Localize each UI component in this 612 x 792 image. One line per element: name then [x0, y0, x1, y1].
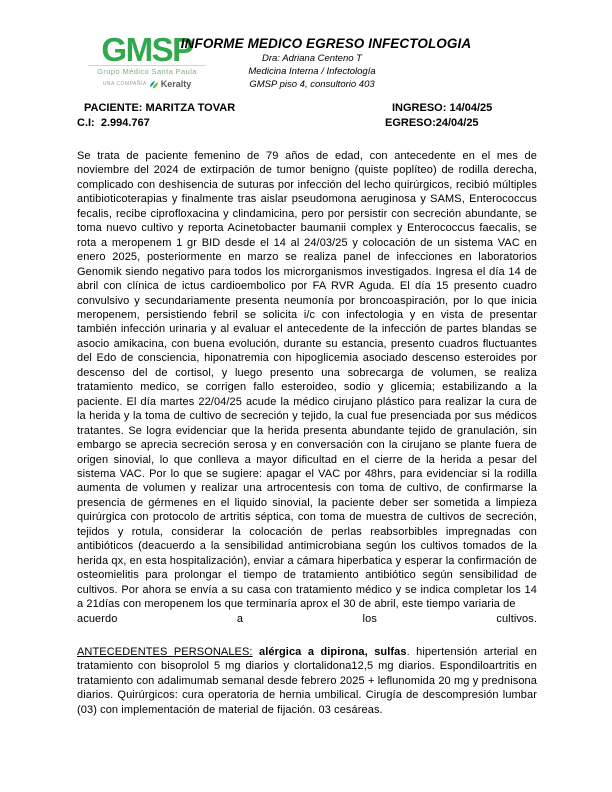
report-title: INFORME MEDICO EGRESO INFECTOLOGIA — [180, 36, 472, 51]
office-location: GMSP piso 4, consultorio 403 — [249, 79, 375, 90]
report-header — [150, 36, 474, 91]
patient-row-1 — [77, 101, 537, 116]
company-name-label: Keralty — [160, 79, 192, 89]
patient-name: PACIENTE: MARITZA TOVAR — [84, 102, 236, 114]
logo-acronym: GMSP — [101, 31, 193, 68]
doctor-name: Dra: Adriana Centeno T — [262, 53, 362, 64]
report-body — [77, 149, 537, 717]
admission-date: INGRESO: 14/04/25 — [392, 102, 493, 114]
clinical-summary: Se trata de paciente femenino de 79 años de edad, con antecedente en el mes de noviembre del 2024 de extirpación de tumor benigno (quiste poplíteo) de rodilla derecha, complicado con deshisencia de suturas por infección del lecho quirúrgicos, recibió múltiples antibioticoterapias y finalmente tras aislar pseudomona aeruginosa y SAMS, Enterococcus fecalis, recibe ciprofloxacina y clindamicina, pero por persistir con secreción abundante, se toma nuevo cultivo y reporta Acinetobacter baumanii complex y Enterococcus faecalis, se rota a meropenem 1 gr BID desde el 14 al 24/03/25 y colocación de un sistema VAC en enero 2025, posteriormente en marzo se realiza panel de infecciones en laboratorios Genomik siendo negativo para todos los microrganismos investigados. Ingresa el día 14 de abril con clínica de ictus cardioembolico por FA RVR Aguda. El día 15 presento cuadro convulsivo y secundariamente presenta neumonía por broncoaspiración, por lo que inicia meropenem, persistiendo febril se solicita i/c con infectologia y en vista de presentar también infección urinaria y al evaluar el antecedente de la infección de partes blandas se asocio amikacina, con buena evolución, durante su estancia, presento cuadros fluctuantes del Edo de consciencia, hiponatremia con hipoglicemia asociado descenso esteroides por descenso del de cortisol, y luego presento una sobrecarga de volumen, se realiza tratamiento medico, se corrigen fallo esteroideo, sodio y glicemia; estabilizando a la paciente. El día martes 22/04/25 acude la médico cirujano plástico para realizar la cura de la herida y la toma de cultivo de secreción y tejido, la cual fue presenciada por sus médicos tratantes. Se logra evidenciar que la herida presenta abundante tejido de granulación, sin embargo se aprecia secreción serosa y en conversación con la cirujano se plante fuera de origen sinovial, lo que conlleva a mayor dificultad en el cierre de la herida a pesar del sistema VAC. Por lo que se sugiere: apagar el VAC por 48hrs, para evidenciar si la rodilla aumenta de volumen y realizar una artrocentesis con toma de cultivo, de confirmarse la presencia de gérmenes en el liquido sinovial, la paciente deber ser sometida a limpieza quirúrgica con protocolo de artritis séptica, con toma de muestra de cultivos de secreción, tejidos y rotula, considerar la colocación de perlas reabsorbibles impregnadas con antibióticos (deacuerdo a la sensibilidad antimicrobiana según los cultivos tomados de la herida qx, en esta hospitalización), enviar a cámara hiperbatica y esperar la confirmación de osteomielitis para prolongar el tiempo de tratamiento antibiótico según sensibilidad de cultivos. Por ahora se envía a su casa con tratamiento médico y se indica completar los 14 a 21días con meropenem los que terminaría aprox el 30 de abril, este tiempo variaria de — [77, 150, 537, 611]
antecedentes-section — [77, 645, 537, 717]
discharge-date: EGRESO:24/04/25 — [385, 117, 479, 129]
logo-full-name: Grupo Médico Santa Paula — [88, 65, 206, 76]
patient-row-2 — [77, 116, 537, 131]
patient-id: C.I: 2.994.767 — [77, 117, 150, 129]
allergy-alert: alérgica a dipirona, sulfas — [259, 645, 407, 658]
patient-info — [77, 101, 537, 131]
antecedentes-heading: ANTECEDENTES PERSONALES: — [77, 645, 253, 658]
doctor-specialty: Medicina Interna / Infectología — [248, 66, 376, 77]
antecedentes-text: . hipertensión arterial en tratamiento con bisoprolol 5 mg diarios y clortalidona12,5 mg diarios. Espondiloartritis en tratamiento con adalimumab semanal desde febrero 2025 + leflunomida 20 mg y prednisona diarios. Quirúrgicos: cura operatoria de hernia umbilical. Cirugía de descompresión lumbar (03) con implementación de material de fijación. 03 cesáreas. — [77, 645, 537, 716]
clinical-summary-last-line: acuerdo a los cultivos. — [77, 612, 537, 625]
company-prefix-label: UNA COMPAÑÍA — [102, 81, 147, 87]
